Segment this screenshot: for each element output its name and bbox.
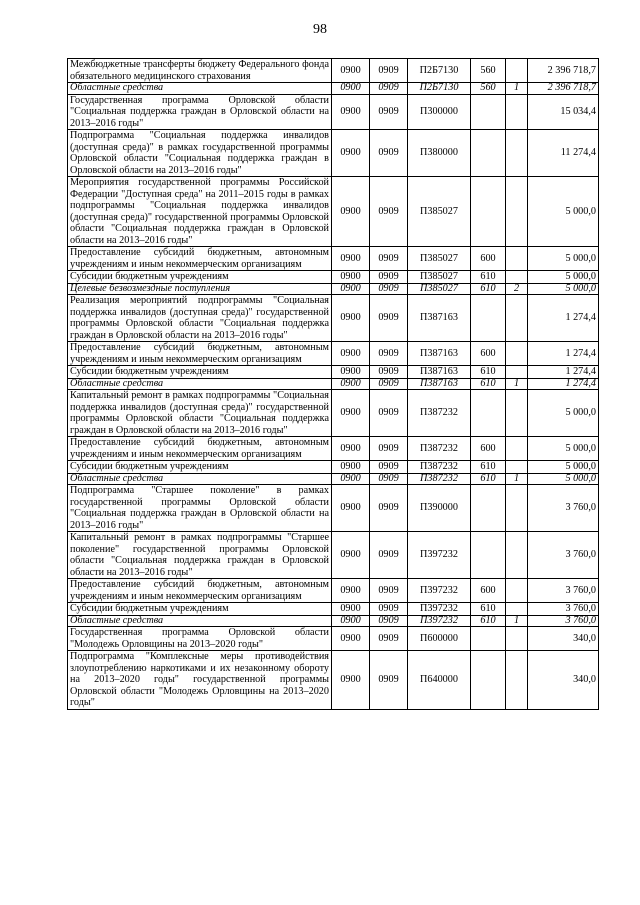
expense-type-code-cell: 600 xyxy=(471,247,506,271)
row-name-cell: Подпрограмма "Комплексные меры противодействия злоупотреблению наркотиками и их незаконному обороту на 2013–2020 годы" государственной программы Орловской области "Молодежь Орловщины на 2013–2020 годы" xyxy=(68,651,332,710)
expense-type-code-cell xyxy=(471,651,506,710)
expense-type-code-cell: 610 xyxy=(471,603,506,616)
subsection-code-cell: 0909 xyxy=(370,342,408,366)
subsection-code-cell: 0909 xyxy=(370,627,408,651)
page-number: 98 xyxy=(313,22,327,37)
row-name-cell: Предоставление субсидий бюджетным, автономным учреждениям и иным некоммерческим организациям xyxy=(68,342,332,366)
table-row xyxy=(68,390,599,437)
subsection-code-cell: 0909 xyxy=(370,579,408,603)
row-name-cell: Целевые безвозмездные поступления xyxy=(68,283,332,295)
table-row xyxy=(68,532,599,579)
expense-type-code-cell: 610 xyxy=(471,271,506,284)
section-code-cell: 0900 xyxy=(332,485,370,532)
section-code-cell: 0900 xyxy=(332,532,370,579)
amount-cell: 5 000,0 xyxy=(528,177,599,247)
amount-cell: 5 000,0 xyxy=(528,247,599,271)
amount-cell: 3 760,0 xyxy=(528,579,599,603)
subsection-code-cell: 0909 xyxy=(370,295,408,342)
table-row xyxy=(68,461,599,474)
subsection-code-cell: 0909 xyxy=(370,283,408,295)
section-code-cell: 0900 xyxy=(332,271,370,284)
funding-source-code-cell xyxy=(506,247,528,271)
section-code-cell: 0900 xyxy=(332,615,370,627)
funding-source-code-cell xyxy=(506,177,528,247)
amount-cell: 1 274,4 xyxy=(528,295,599,342)
table-row xyxy=(68,378,599,390)
section-code-cell: 0900 xyxy=(332,59,370,83)
funding-source-code-cell xyxy=(506,532,528,579)
subsection-code-cell: 0909 xyxy=(370,473,408,485)
row-name-cell: Субсидии бюджетным учреждениям xyxy=(68,461,332,474)
expense-type-code-cell: 560 xyxy=(471,83,506,95)
expense-type-code-cell xyxy=(471,130,506,177)
section-code-cell: 0900 xyxy=(332,130,370,177)
amount-cell: 5 000,0 xyxy=(528,461,599,474)
row-name-cell: Капитальный ремонт в рамках подпрограммы "Старшее поколение" государственной программы Орловской области "Социальная поддержка граждан в Орловской области на 2013–2016 годы" xyxy=(68,532,332,579)
table-row xyxy=(68,627,599,651)
row-name-cell: Капитальный ремонт в рамках подпрограммы "Социальная поддержка инвалидов (доступная среда)" государственной программы Орловской области "Социальная поддержка граждан в Орловской области на 2013–2016 годы" xyxy=(68,390,332,437)
subsection-code-cell: 0909 xyxy=(370,271,408,284)
funding-source-code-cell xyxy=(506,627,528,651)
subsection-code-cell: 0909 xyxy=(370,485,408,532)
section-code-cell: 0900 xyxy=(332,295,370,342)
expense-type-code-cell xyxy=(471,390,506,437)
expense-type-code-cell xyxy=(471,627,506,651)
row-name-cell: Областные средства xyxy=(68,83,332,95)
expense-type-code-cell xyxy=(471,94,506,130)
section-code-cell: 0900 xyxy=(332,579,370,603)
row-name-cell: Реализация мероприятий подпрограммы "Социальная поддержка инвалидов (доступная среда)" государственной программы Орловской области "Социальная поддержка граждан в Орловской области на 2013–2016 годы" xyxy=(68,295,332,342)
target-article-code-cell: П300000 xyxy=(408,94,471,130)
expense-type-code-cell: 610 xyxy=(471,366,506,379)
expense-type-code-cell: 610 xyxy=(471,283,506,295)
funding-source-code-cell: 1 xyxy=(506,473,528,485)
row-name-cell: Государственная программа Орловской области "Социальная поддержка граждан в Орловской области на 2013–2016 годы" xyxy=(68,94,332,130)
amount-cell: 1 274,4 xyxy=(528,378,599,390)
funding-source-code-cell xyxy=(506,390,528,437)
target-article-code-cell: П380000 xyxy=(408,130,471,177)
target-article-code-cell: П397232 xyxy=(408,532,471,579)
subsection-code-cell: 0909 xyxy=(370,603,408,616)
section-code-cell: 0900 xyxy=(332,437,370,461)
amount-cell: 11 274,4 xyxy=(528,130,599,177)
target-article-code-cell: П2Б7130 xyxy=(408,83,471,95)
section-code-cell: 0900 xyxy=(332,83,370,95)
expense-type-code-cell: 600 xyxy=(471,342,506,366)
funding-source-code-cell: 1 xyxy=(506,83,528,95)
amount-cell: 340,0 xyxy=(528,627,599,651)
row-name-cell: Подпрограмма "Старшее поколение" в рамках государственной программы Орловской области "Социальная поддержка граждан в Орловской области на 2013–2016 годы" xyxy=(68,485,332,532)
subsection-code-cell: 0909 xyxy=(370,437,408,461)
row-name-cell: Областные средства xyxy=(68,473,332,485)
table-row xyxy=(68,437,599,461)
target-article-code-cell: П387163 xyxy=(408,342,471,366)
target-article-code-cell: П387163 xyxy=(408,295,471,342)
amount-cell: 5 000,0 xyxy=(528,271,599,284)
subsection-code-cell: 0909 xyxy=(370,615,408,627)
row-name-cell: Государственная программа Орловской области "Молодежь Орловщины на 2013–2020 годы" xyxy=(68,627,332,651)
section-code-cell: 0900 xyxy=(332,390,370,437)
funding-source-code-cell: 1 xyxy=(506,615,528,627)
funding-source-code-cell xyxy=(506,271,528,284)
subsection-code-cell: 0909 xyxy=(370,651,408,710)
funding-source-code-cell xyxy=(506,579,528,603)
row-name-cell: Предоставление субсидий бюджетным, автономным учреждениям и иным некоммерческим организациям xyxy=(68,247,332,271)
amount-cell: 1 274,4 xyxy=(528,366,599,379)
subsection-code-cell: 0909 xyxy=(370,366,408,379)
amount-cell: 5 000,0 xyxy=(528,437,599,461)
row-name-cell: Подпрограмма "Социальная поддержка инвалидов (доступная среда)" в рамках государственной программы Орловской области "Социальная поддержка граждан в Орловской области на 2013–2016 годы" xyxy=(68,130,332,177)
table-row xyxy=(68,651,599,710)
funding-source-code-cell xyxy=(506,461,528,474)
target-article-code-cell: П387163 xyxy=(408,366,471,379)
row-name-cell: Мероприятия государственной программы Российской Федерации "Доступная среда" на 2011–2015 годы в рамках подпрограммы "Социальная поддержка инвалидов (доступная среда)" государственной программы Орловской области "Социальная поддержка граждан в Орловской области на 2013–2016 годы" xyxy=(68,177,332,247)
table-row xyxy=(68,485,599,532)
subsection-code-cell: 0909 xyxy=(370,532,408,579)
funding-source-code-cell xyxy=(506,295,528,342)
section-code-cell: 0900 xyxy=(332,342,370,366)
amount-cell: 2 396 718,7 xyxy=(528,83,599,95)
subsection-code-cell: 0909 xyxy=(370,130,408,177)
section-code-cell: 0900 xyxy=(332,627,370,651)
amount-cell: 1 274,4 xyxy=(528,342,599,366)
subsection-code-cell: 0909 xyxy=(370,94,408,130)
table-row xyxy=(68,366,599,379)
table-row xyxy=(68,295,599,342)
budget-table xyxy=(67,58,599,710)
section-code-cell: 0900 xyxy=(332,283,370,295)
row-name-cell: Межбюджетные трансферты бюджету Федерального фонда обязательного медицинского страхования xyxy=(68,59,332,83)
target-article-code-cell: П385027 xyxy=(408,177,471,247)
subsection-code-cell: 0909 xyxy=(370,378,408,390)
section-code-cell: 0900 xyxy=(332,247,370,271)
subsection-code-cell: 0909 xyxy=(370,59,408,83)
amount-cell: 2 396 718,7 xyxy=(528,59,599,83)
target-article-code-cell: П387232 xyxy=(408,390,471,437)
funding-source-code-cell xyxy=(506,603,528,616)
row-name-cell: Субсидии бюджетным учреждениям xyxy=(68,603,332,616)
funding-source-code-cell xyxy=(506,59,528,83)
table-row xyxy=(68,83,599,95)
amount-cell: 15 034,4 xyxy=(528,94,599,130)
target-article-code-cell: П397232 xyxy=(408,603,471,616)
target-article-code-cell: П385027 xyxy=(408,283,471,295)
section-code-cell: 0900 xyxy=(332,366,370,379)
subsection-code-cell: 0909 xyxy=(370,83,408,95)
funding-source-code-cell xyxy=(506,485,528,532)
amount-cell: 5 000,0 xyxy=(528,473,599,485)
amount-cell: 340,0 xyxy=(528,651,599,710)
expense-type-code-cell: 560 xyxy=(471,59,506,83)
table-row xyxy=(68,177,599,247)
funding-source-code-cell: 1 xyxy=(506,378,528,390)
section-code-cell: 0900 xyxy=(332,378,370,390)
funding-source-code-cell xyxy=(506,437,528,461)
target-article-code-cell: П397232 xyxy=(408,615,471,627)
table-row xyxy=(68,271,599,284)
table-row xyxy=(68,94,599,130)
funding-source-code-cell xyxy=(506,651,528,710)
amount-cell: 3 760,0 xyxy=(528,485,599,532)
table-row xyxy=(68,473,599,485)
amount-cell: 5 000,0 xyxy=(528,390,599,437)
target-article-code-cell: П397232 xyxy=(408,579,471,603)
subsection-code-cell: 0909 xyxy=(370,461,408,474)
target-article-code-cell: П387232 xyxy=(408,473,471,485)
section-code-cell: 0900 xyxy=(332,177,370,247)
amount-cell: 3 760,0 xyxy=(528,615,599,627)
target-article-code-cell: П390000 xyxy=(408,485,471,532)
table-row xyxy=(68,130,599,177)
target-article-code-cell: П387163 xyxy=(408,378,471,390)
section-code-cell: 0900 xyxy=(332,461,370,474)
target-article-code-cell: П385027 xyxy=(408,271,471,284)
amount-cell: 3 760,0 xyxy=(528,532,599,579)
row-name-cell: Областные средства xyxy=(68,615,332,627)
expense-type-code-cell: 600 xyxy=(471,437,506,461)
table-row xyxy=(68,59,599,83)
section-code-cell: 0900 xyxy=(332,603,370,616)
expense-type-code-cell xyxy=(471,295,506,342)
table-row xyxy=(68,579,599,603)
target-article-code-cell: П387232 xyxy=(408,437,471,461)
target-article-code-cell: П387232 xyxy=(408,461,471,474)
row-name-cell: Субсидии бюджетным учреждениям xyxy=(68,271,332,284)
expense-type-code-cell xyxy=(471,485,506,532)
table-row xyxy=(68,342,599,366)
target-article-code-cell: П2Б7130 xyxy=(408,59,471,83)
table-row xyxy=(68,603,599,616)
target-article-code-cell: П600000 xyxy=(408,627,471,651)
funding-source-code-cell: 2 xyxy=(506,283,528,295)
section-code-cell: 0900 xyxy=(332,473,370,485)
row-name-cell: Предоставление субсидий бюджетным, автономным учреждениям и иным некоммерческим организациям xyxy=(68,437,332,461)
subsection-code-cell: 0909 xyxy=(370,177,408,247)
table-row xyxy=(68,615,599,627)
section-code-cell: 0900 xyxy=(332,651,370,710)
expense-type-code-cell: 610 xyxy=(471,378,506,390)
section-code-cell: 0900 xyxy=(332,94,370,130)
table-row xyxy=(68,283,599,295)
expense-type-code-cell xyxy=(471,177,506,247)
row-name-cell: Областные средства xyxy=(68,378,332,390)
expense-type-code-cell: 610 xyxy=(471,615,506,627)
row-name-cell: Предоставление субсидий бюджетным, автономным учреждениям и иным некоммерческим организациям xyxy=(68,579,332,603)
funding-source-code-cell xyxy=(506,366,528,379)
expense-type-code-cell xyxy=(471,532,506,579)
expense-type-code-cell: 610 xyxy=(471,473,506,485)
amount-cell: 3 760,0 xyxy=(528,603,599,616)
expense-type-code-cell: 600 xyxy=(471,579,506,603)
table-row xyxy=(68,247,599,271)
subsection-code-cell: 0909 xyxy=(370,247,408,271)
subsection-code-cell: 0909 xyxy=(370,390,408,437)
funding-source-code-cell xyxy=(506,94,528,130)
target-article-code-cell: П385027 xyxy=(408,247,471,271)
funding-source-code-cell xyxy=(506,342,528,366)
expense-type-code-cell: 610 xyxy=(471,461,506,474)
amount-cell: 5 000,0 xyxy=(528,283,599,295)
table-body xyxy=(68,59,599,710)
row-name-cell: Субсидии бюджетным учреждениям xyxy=(68,366,332,379)
target-article-code-cell: П640000 xyxy=(408,651,471,710)
funding-source-code-cell xyxy=(506,130,528,177)
